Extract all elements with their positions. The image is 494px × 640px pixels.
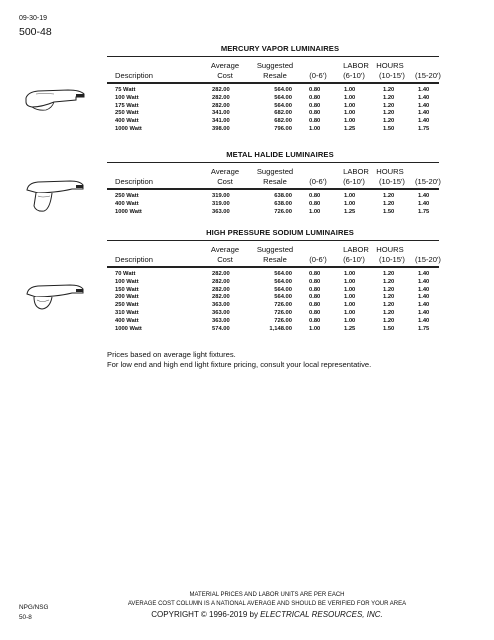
row-average-cost: 282.00 — [212, 94, 230, 101]
row-description: 250 Watt — [115, 110, 139, 117]
row-labor-15-20: 1.40 — [418, 118, 430, 125]
row-labor-0-6: 1.00 — [309, 126, 321, 132]
row-labor-0-6: 0.80 — [309, 302, 321, 309]
col-range-4: (15-20') — [415, 177, 441, 186]
row-labor-0-6: 1.00 — [309, 325, 321, 332]
col-average: Average — [210, 245, 240, 254]
row-labor-6-10: 1.00 — [344, 302, 356, 309]
row-labor-15-20: 1.40 — [418, 286, 430, 293]
row-labor-15-20: 1.40 — [418, 102, 430, 109]
row-labor-6-10: 1.00 — [344, 317, 356, 324]
table-row — [0, 125, 494, 133]
section-title: MERCURY VAPOR LUMINAIRES — [220, 44, 340, 53]
row-labor-6-10: 1.00 — [344, 118, 356, 125]
row-description: 400 Watt — [115, 317, 139, 324]
section-title: METAL HALIDE LUMINAIRES — [226, 150, 334, 159]
row-suggested-resale: 682.00 — [274, 118, 292, 125]
row-description: 150 Watt — [115, 286, 139, 293]
row-description: 310 Watt — [115, 310, 139, 316]
footer-line-2: AVERAGE COST COLUMN IS A NATIONAL AVERAGE AND SHOULD BE VERIFIED FOR YOUR AREA — [127, 601, 407, 607]
street-light-fixture-icon — [24, 282, 86, 321]
row-suggested-resale: 564.00 — [274, 271, 292, 277]
divider — [107, 188, 439, 190]
row-labor-0-6: 1.00 — [309, 208, 321, 215]
col-average: Average — [210, 61, 240, 70]
row-labor-0-6: 0.80 — [309, 94, 321, 101]
row-labor-6-10: 1.00 — [344, 110, 356, 117]
col-range-3: (10-15') — [379, 177, 405, 186]
col-resale: Resale — [263, 177, 287, 186]
col-range-4: (15-20') — [415, 255, 441, 264]
header-date: 09-30-19 — [19, 15, 48, 22]
row-labor-6-10: 1.00 — [344, 310, 356, 316]
row-average-cost: 319.00 — [212, 193, 230, 199]
row-suggested-resale: 726.00 — [274, 208, 292, 215]
row-labor-15-20: 1.40 — [418, 193, 430, 199]
row-average-cost: 363.00 — [212, 208, 230, 215]
row-suggested-resale: 682.00 — [274, 110, 292, 117]
row-labor-15-20: 1.75 — [418, 208, 430, 215]
row-average-cost: 363.00 — [212, 317, 230, 324]
col-average: Average — [210, 167, 240, 176]
row-labor-10-15: 1.20 — [383, 302, 395, 309]
row-labor-15-20: 1.40 — [418, 200, 430, 207]
row-labor-15-20: 1.75 — [418, 126, 430, 132]
row-labor-0-6: 0.80 — [309, 271, 321, 277]
row-labor-6-10: 1.25 — [344, 325, 356, 332]
row-labor-6-10: 1.00 — [344, 102, 356, 109]
row-suggested-resale: 564.00 — [274, 87, 292, 93]
row-average-cost: 282.00 — [212, 87, 230, 93]
divider — [107, 56, 439, 57]
company-name: ELECTRICAL RESOURCES, INC. — [260, 610, 383, 619]
row-description: 1000 Watt — [115, 126, 142, 132]
row-labor-10-15: 1.20 — [383, 94, 395, 101]
row-suggested-resale: 564.00 — [274, 278, 292, 285]
row-labor-10-15: 1.50 — [383, 325, 395, 332]
col-labor: LABOR — [343, 61, 369, 70]
row-labor-10-15: 1.20 — [383, 286, 395, 293]
col-description: Description — [115, 71, 153, 80]
row-description: 1000 Watt — [115, 208, 142, 215]
row-average-cost: 341.00 — [212, 118, 230, 125]
row-labor-0-6: 0.80 — [309, 193, 321, 199]
row-description: 70 Watt — [115, 271, 136, 277]
col-range-1: (0-6') — [309, 255, 327, 264]
row-suggested-resale: 726.00 — [274, 310, 292, 316]
row-suggested-resale: 564.00 — [274, 294, 292, 301]
row-labor-10-15: 1.20 — [383, 278, 395, 285]
col-suggested: Suggested — [256, 245, 294, 254]
row-average-cost: 341.00 — [212, 110, 230, 117]
row-labor-0-6: 0.80 — [309, 310, 321, 316]
row-labor-10-15: 1.20 — [383, 102, 395, 109]
col-suggested: Suggested — [256, 61, 294, 70]
footer-line-1: MATERIAL PRICES AND LABOR UNITS ARE PER EACH — [189, 592, 345, 598]
row-suggested-resale: 796.00 — [274, 126, 292, 132]
row-labor-10-15: 1.20 — [383, 271, 395, 277]
col-range-3: (10-15') — [379, 255, 405, 264]
row-labor-15-20: 1.75 — [418, 325, 430, 332]
row-description: 175 Watt — [115, 102, 139, 109]
note-line: Prices based on average light fixtures. — [107, 350, 236, 359]
footer-copyright — [0, 610, 494, 619]
street-light-fixture-icon — [24, 88, 86, 119]
row-labor-10-15: 1.20 — [383, 110, 395, 117]
row-labor-0-6: 0.80 — [309, 110, 321, 117]
section-title: HIGH PRESSURE SODIUM LUMINAIRES — [206, 228, 354, 237]
street-light-fixture-icon — [24, 176, 86, 221]
row-average-cost: 282.00 — [212, 294, 230, 301]
row-description: 250 Watt — [115, 193, 139, 199]
row-labor-10-15: 1.20 — [383, 87, 395, 93]
note-line: For low end and high end light fixture pricing, consult your local representative. — [107, 360, 372, 369]
col-range-1: (0-6') — [309, 71, 327, 80]
row-labor-15-20: 1.40 — [418, 271, 430, 277]
col-description: Description — [115, 177, 153, 186]
row-description: 100 Watt — [115, 94, 139, 101]
col-hours: HOURS — [376, 167, 404, 176]
row-labor-0-6: 0.80 — [309, 200, 321, 207]
row-suggested-resale: 564.00 — [274, 94, 292, 101]
row-labor-10-15: 1.50 — [383, 208, 395, 215]
col-cost: Cost — [217, 71, 233, 80]
row-labor-15-20: 1.40 — [418, 317, 430, 324]
row-labor-10-15: 1.20 — [383, 193, 395, 199]
row-labor-10-15: 1.20 — [383, 317, 395, 324]
row-suggested-resale: 564.00 — [274, 102, 292, 109]
page-number: 500-48 — [19, 26, 52, 38]
row-description: 75 Watt — [115, 87, 136, 93]
col-resale: Resale — [263, 71, 287, 80]
table-row — [0, 325, 494, 333]
table-row — [0, 270, 494, 278]
row-average-cost: 319.00 — [212, 200, 230, 207]
row-average-cost: 282.00 — [212, 286, 230, 293]
col-cost: Cost — [217, 177, 233, 186]
divider — [107, 162, 439, 163]
row-labor-10-15: 1.50 — [383, 126, 395, 132]
row-labor-6-10: 1.25 — [344, 208, 356, 215]
row-labor-6-10: 1.00 — [344, 200, 356, 207]
row-labor-10-15: 1.20 — [383, 118, 395, 125]
col-labor: LABOR — [343, 167, 369, 176]
row-labor-10-15: 1.20 — [383, 200, 395, 207]
col-range-2: (6-10') — [343, 177, 365, 186]
row-labor-15-20: 1.40 — [418, 278, 430, 285]
row-description: 100 Watt — [115, 278, 139, 285]
row-labor-15-20: 1.40 — [418, 110, 430, 117]
row-average-cost: 363.00 — [212, 302, 230, 309]
row-labor-0-6: 0.80 — [309, 286, 321, 293]
row-labor-6-10: 1.00 — [344, 286, 356, 293]
row-description: 400 Watt — [115, 118, 139, 125]
row-suggested-resale: 1,148.00 — [269, 325, 292, 332]
row-average-cost: 363.00 — [212, 310, 230, 316]
copyright-text: COPYRIGHT © 1996-2019 by — [151, 610, 261, 619]
col-cost: Cost — [217, 255, 233, 264]
col-range-1: (0-6') — [309, 177, 327, 186]
row-labor-6-10: 1.00 — [344, 278, 356, 285]
row-average-cost: 398.00 — [212, 126, 230, 132]
row-description: 250 Watt — [115, 302, 139, 309]
col-range-4: (15-20') — [415, 71, 441, 80]
row-suggested-resale: 638.00 — [274, 200, 292, 207]
row-labor-6-10: 1.00 — [344, 193, 356, 199]
col-description: Description — [115, 255, 153, 264]
col-range-2: (6-10') — [343, 255, 365, 264]
divider — [107, 266, 439, 268]
row-labor-6-10: 1.00 — [344, 294, 356, 301]
row-labor-0-6: 0.80 — [309, 102, 321, 109]
row-description: 200 Watt — [115, 294, 139, 301]
row-labor-6-10: 1.25 — [344, 126, 356, 132]
row-labor-15-20: 1.40 — [418, 94, 430, 101]
divider — [107, 240, 439, 241]
footer-page: 50-8 — [19, 614, 32, 621]
footer-code: NPG/NSG — [19, 604, 49, 611]
col-hours: HOURS — [376, 61, 404, 70]
col-labor: LABOR — [343, 245, 369, 254]
row-labor-10-15: 1.20 — [383, 294, 395, 301]
row-average-cost: 574.00 — [212, 325, 230, 332]
row-description: 1000 Watt — [115, 325, 142, 332]
row-average-cost: 282.00 — [212, 278, 230, 285]
col-range-3: (10-15') — [379, 71, 405, 80]
row-average-cost: 282.00 — [212, 102, 230, 109]
notes — [107, 350, 371, 370]
row-labor-6-10: 1.00 — [344, 271, 356, 277]
col-hours: HOURS — [376, 245, 404, 254]
row-suggested-resale: 726.00 — [274, 302, 292, 309]
row-labor-0-6: 0.80 — [309, 118, 321, 125]
col-range-2: (6-10') — [343, 71, 365, 80]
row-labor-15-20: 1.40 — [418, 294, 430, 301]
row-labor-15-20: 1.40 — [418, 87, 430, 93]
row-labor-0-6: 0.80 — [309, 294, 321, 301]
row-suggested-resale: 726.00 — [274, 317, 292, 324]
row-labor-6-10: 1.00 — [344, 94, 356, 101]
col-resale: Resale — [263, 255, 287, 264]
row-labor-6-10: 1.00 — [344, 87, 356, 93]
row-suggested-resale: 564.00 — [274, 286, 292, 293]
divider — [107, 82, 439, 84]
row-labor-0-6: 0.80 — [309, 278, 321, 285]
row-labor-15-20: 1.40 — [418, 302, 430, 309]
col-suggested: Suggested — [256, 167, 294, 176]
row-labor-0-6: 0.80 — [309, 87, 321, 93]
row-description: 400 Watt — [115, 200, 139, 207]
row-labor-15-20: 1.40 — [418, 310, 430, 316]
row-labor-10-15: 1.20 — [383, 310, 395, 316]
row-labor-0-6: 0.80 — [309, 317, 321, 324]
row-suggested-resale: 638.00 — [274, 193, 292, 199]
row-average-cost: 282.00 — [212, 271, 230, 277]
